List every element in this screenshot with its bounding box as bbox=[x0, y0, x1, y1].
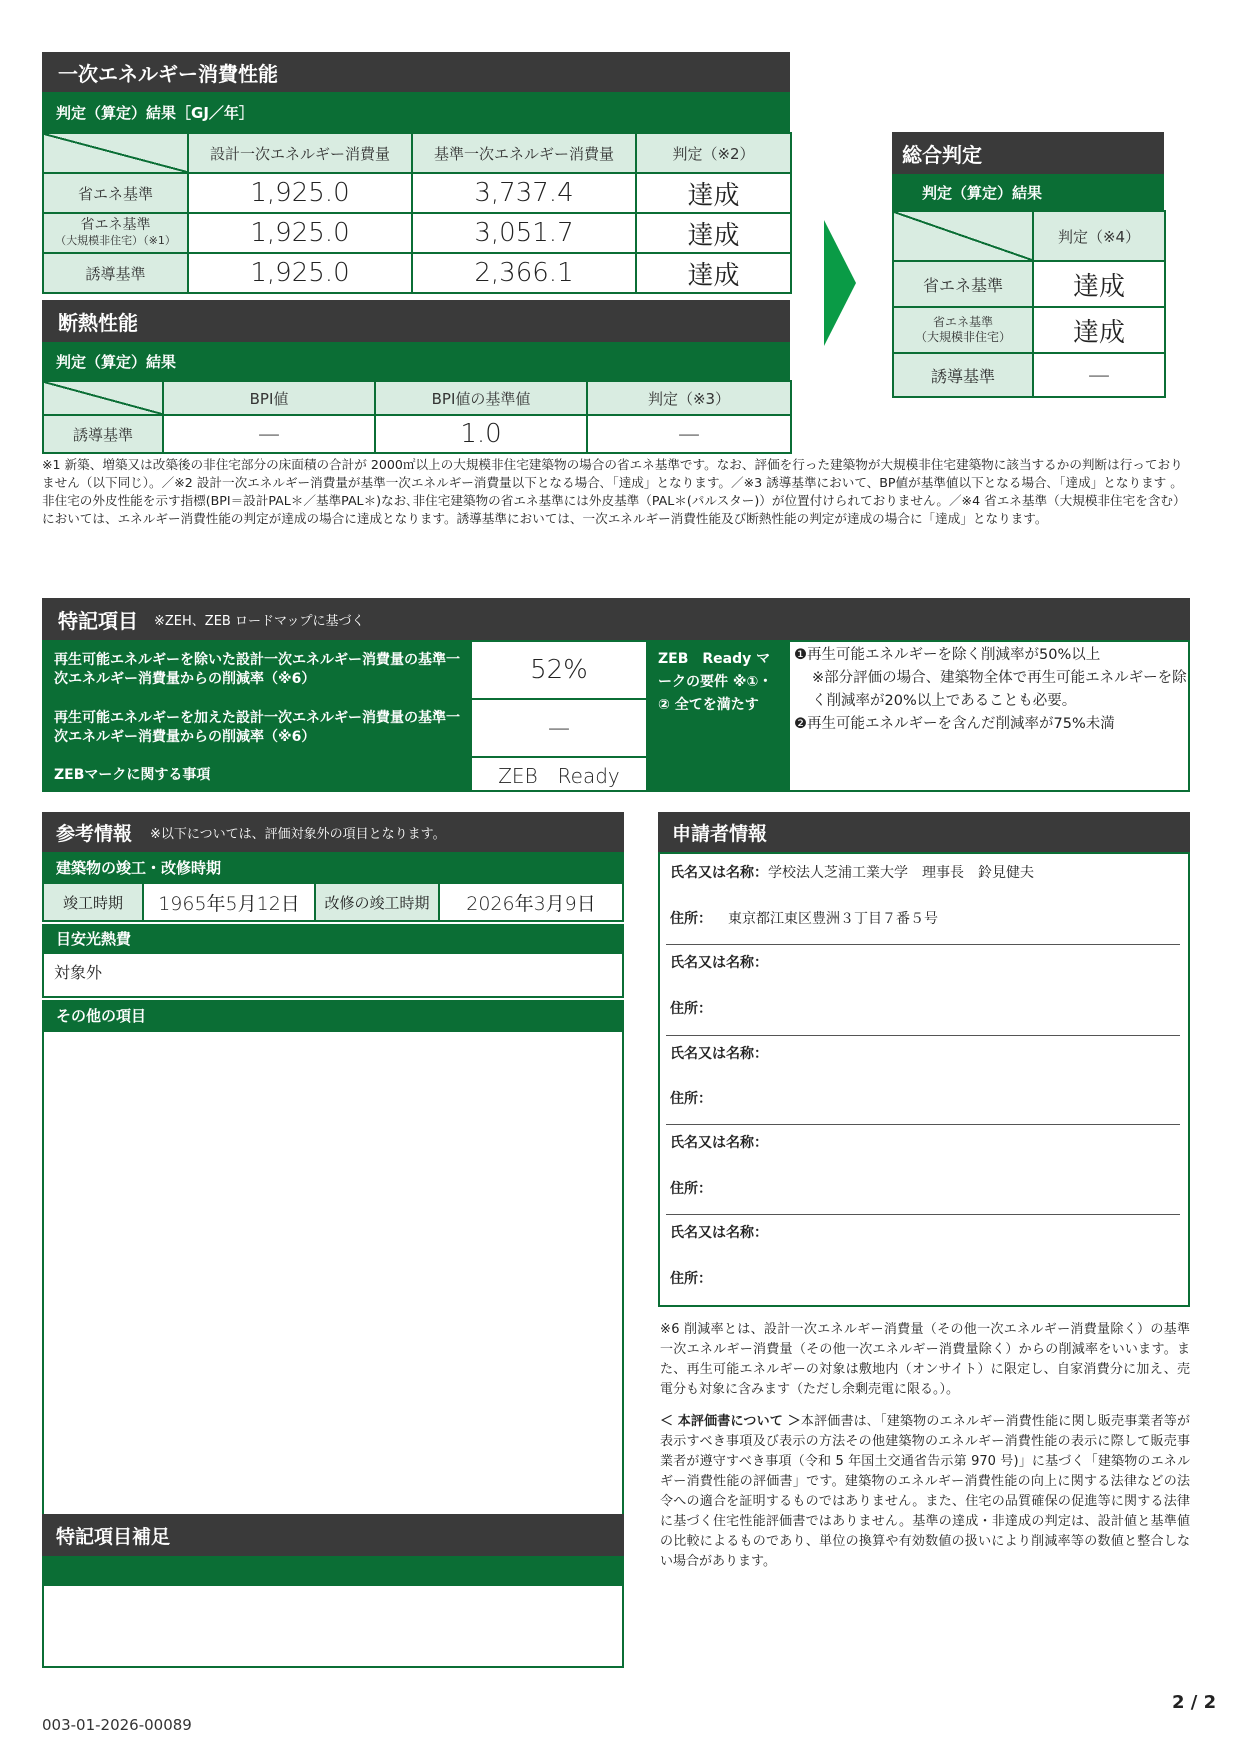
zeb-req1-note: ※部分評価の場合、建築物全体で再生可能エネルギーを除く削減率が20%以上であることも必要。 bbox=[812, 670, 1187, 709]
supplement-content bbox=[42, 1584, 624, 1668]
energy-row-label: 省エネ基準 bbox=[43, 173, 188, 213]
applicant-entry-name bbox=[670, 1222, 1180, 1242]
energy-design-value: 1,925.0 bbox=[188, 253, 412, 293]
applicant-entry-address bbox=[670, 1268, 1180, 1288]
energy-title: 一次エネルギー消費性能 bbox=[42, 52, 790, 92]
energy-table bbox=[42, 132, 792, 294]
about-title: ＜ 本評価書について ＞ bbox=[660, 1414, 801, 1429]
address-label: 住所： bbox=[670, 911, 712, 927]
energy-standard-value: 2,366.1 bbox=[412, 253, 636, 293]
applicant-entry-address bbox=[670, 908, 1180, 928]
overall-table bbox=[892, 210, 1166, 398]
special-row1-value: 52% bbox=[472, 642, 648, 698]
applicant-entry-name bbox=[670, 1043, 1180, 1063]
overall-result-value: 達成 bbox=[1033, 307, 1165, 353]
special-row3-value: ZEB Ready bbox=[472, 758, 648, 790]
reference-title: 参考情報 bbox=[56, 822, 133, 845]
name-label: 氏名又は名称： bbox=[670, 1046, 768, 1062]
energy-result-value: 達成 bbox=[636, 253, 791, 293]
energy-result-value: 達成 bbox=[636, 213, 791, 253]
note6: ※6 削減率とは、設計一次エネルギー消費量（その他一次エネルギー消費量除く）の基準一次エネルギー消費量（その他一次エネルギー消費量除く）からの削減率をいいます。また、再生可能エネルギーの対象は敷地内（オンサイト）に限定し、自家消費分に加え、売電分も対象に含みます（ただし余剰売電に限る。）。 bbox=[660, 1322, 1190, 1397]
energy-header-result: 判定（※2） bbox=[636, 133, 791, 173]
insulation-subtitle: 判定（算定）結果 bbox=[42, 342, 790, 380]
arrow-right-icon bbox=[820, 218, 860, 348]
zeb-req2-text: 再生可能エネルギーを含んだ削減率が75%未満 bbox=[807, 716, 1115, 732]
utility-value: 対象外 bbox=[42, 952, 624, 998]
zeb-requirements bbox=[794, 644, 1188, 736]
energy-row-label-main: 省エネ基準 bbox=[80, 217, 151, 233]
energy-corner-cell bbox=[43, 133, 188, 173]
insulation-result-value: — bbox=[587, 415, 791, 453]
name-label: 氏名又は名称： bbox=[670, 1225, 768, 1241]
applicant-entry-name bbox=[670, 862, 1180, 882]
energy-header-standard: 基準一次エネルギー消費量 bbox=[412, 133, 636, 173]
completion-label: 竣工時期 bbox=[44, 884, 144, 920]
completion-value: 1965年5月12日 bbox=[144, 884, 316, 920]
insulation-row-label: 誘導基準 bbox=[43, 415, 163, 453]
special-row1-label: 再生可能エネルギーを除いた設計一次エネルギー消費量の基準一次エネルギー消費量からの削減率（※6） bbox=[44, 642, 472, 698]
zeb-req2 bbox=[794, 713, 1188, 736]
applicant-title: 申請者情報 bbox=[658, 812, 1190, 852]
circled-1-icon: ❶ bbox=[794, 647, 807, 663]
energy-row bbox=[43, 213, 791, 253]
address-label: 住所： bbox=[670, 1091, 712, 1107]
overall-result-value: 達成 bbox=[1033, 261, 1165, 307]
overall-row-label bbox=[893, 307, 1033, 353]
overall-title: 総合判定 bbox=[892, 132, 1164, 174]
applicant-separator bbox=[666, 1124, 1180, 1125]
name-label: 氏名又は名称： bbox=[670, 955, 768, 971]
applicant-entry-name bbox=[670, 952, 1180, 972]
overall-row bbox=[893, 307, 1165, 353]
special-header bbox=[42, 598, 1190, 640]
energy-row bbox=[43, 253, 791, 293]
special-row3-label: ZEBマークに関する事項 bbox=[44, 758, 472, 790]
supplement-title: 特記項目補足 bbox=[42, 1514, 624, 1556]
insulation-row bbox=[43, 415, 791, 453]
renovation-label: 改修の竣工時期 bbox=[316, 884, 440, 920]
name-label: 氏名又は名称： bbox=[670, 865, 768, 881]
notes-top: ※1 新築、増築又は改築後の非住宅部分の床面積の合計が 2000㎡以上の大規模非住宅建築物の場合の省エネ基準です。なお、評価を行った建築物が大規模非住宅建築物に該当するかの判断は行っておりません（以下同じ）。／※2 設計一次エネルギー消費量が基準一次エネルギー消費量以下となる場合､「達成」となります。／※3 誘導基準において、BP値が基準値以下となる場合､「達成」となります 。非住宅の外皮性能を示す指標(BPI＝設計PAL＊／基準PAL＊)なお､非住宅建築物の省エネ基準には外皮基準（PAL＊(パルスター)）が位置付けられておりません。／※4 省エネ基準（大規模非住宅を含む）においては、エネルギー消費性能の判定が達成の場合に達成となります。誘導基準においては、一次エネルギー消費性能及び断熱性能の判定が達成の場合に「達成」となります。 bbox=[42, 457, 1186, 526]
insulation-table bbox=[42, 380, 792, 454]
page-number: 2 / 2 bbox=[1172, 1692, 1217, 1713]
energy-design-value: 1,925.0 bbox=[188, 213, 412, 253]
about-text: 本評価書は､「建築物のエネルギー消費性能に関し販売事業者等が表示すべき事項及び表示の方法その他建築物のエネルギー消費性能の表示に際して販売事業者が遵守すべき事項（令和 5 年国土交通省告示第 970 号)」に基づく「建築物のエネルギー消費性能の評価書」です。建築物のエネルギー消費性能の向上に関する法律などの法令への適合を証明するものではありません。また、住宅の品質確保の促進等に関する法律に基づく住宅性能評価書ではありません。基準の達成・非達成の判定は、設計値と基準値の比較によるものであり、単位の換算や有効数値の扱いにより削減率等の数値と整合しない場合があります。 bbox=[660, 1414, 1190, 1569]
zeb-req1-text: 再生可能エネルギーを除く削減率が50%以上 bbox=[807, 647, 1101, 663]
energy-header-design: 設計一次エネルギー消費量 bbox=[188, 133, 412, 173]
energy-row bbox=[43, 173, 791, 213]
insulation-bpi-value: — bbox=[163, 415, 375, 453]
completion-title: 建築物の竣工・改修時期 bbox=[42, 852, 624, 882]
address-label: 住所： bbox=[670, 1181, 712, 1197]
special-subnote: ※ZEH、ZEB ロードマップに基づく bbox=[154, 613, 365, 629]
energy-standard-value: 3,051.7 bbox=[412, 213, 636, 253]
special-row2-label: 再生可能エネルギーを加えた設計一次エネルギー消費量の基準一次エネルギー消費量からの削減率（※6） bbox=[44, 700, 472, 756]
energy-result-value: 達成 bbox=[636, 173, 791, 213]
energy-subtitle: 判定（算定）結果［GJ／年］ bbox=[42, 92, 790, 132]
reference-header bbox=[42, 812, 624, 852]
energy-row-label: 誘導基準 bbox=[43, 253, 188, 293]
energy-design-value: 1,925.0 bbox=[188, 173, 412, 213]
applicant-separator bbox=[666, 1214, 1180, 1215]
applicant-entry-name bbox=[670, 1132, 1180, 1152]
about-section bbox=[660, 1412, 1190, 1572]
overall-row-label: 省エネ基準 bbox=[893, 261, 1033, 307]
other-title: その他の項目 bbox=[42, 1000, 624, 1030]
address-label: 住所： bbox=[670, 1271, 712, 1287]
overall-result-value: — bbox=[1033, 353, 1165, 397]
energy-row-label-sub: （大規模非住宅）（※1） bbox=[55, 234, 176, 247]
applicant-entry-address bbox=[670, 1088, 1180, 1108]
address-label: 住所： bbox=[670, 1001, 712, 1017]
overall-row-label: 誘導基準 bbox=[893, 353, 1033, 397]
applicant-address-value: 東京都江東区豊洲３丁目７番５号 bbox=[728, 911, 938, 927]
insulation-header-bpi: BPI値 bbox=[163, 381, 375, 415]
circled-2-icon: ❷ bbox=[794, 716, 807, 732]
zeb-req1 bbox=[794, 644, 1188, 667]
applicant-separator bbox=[666, 944, 1180, 945]
overall-row-label-main: 省エネ基準 bbox=[932, 315, 993, 329]
overall-row bbox=[893, 353, 1165, 397]
overall-row-label-sub: （大規模非住宅） bbox=[914, 330, 1011, 344]
zeb-requirement-title: ZEB Ready マークの要件 ※①・② 全てを満たす bbox=[648, 642, 790, 790]
special-row2-value: — bbox=[472, 700, 648, 756]
renovation-value: 2026年3月9日 bbox=[466, 892, 596, 915]
supplement-bar bbox=[42, 1556, 624, 1584]
applicant-separator bbox=[666, 1035, 1180, 1036]
energy-row-label bbox=[43, 213, 188, 253]
insulation-header-standard: BPI値の基準値 bbox=[375, 381, 587, 415]
applicant-entry-address bbox=[670, 1178, 1180, 1198]
name-label: 氏名又は名称： bbox=[670, 1135, 768, 1151]
overall-subtitle: 判定（算定）結果 bbox=[892, 174, 1164, 210]
document-id: 003-01-2026-00089 bbox=[42, 1716, 192, 1734]
utility-title: 目安光熱費 bbox=[42, 924, 624, 952]
energy-standard-value: 3,737.4 bbox=[412, 173, 636, 213]
applicant-name-value: 学校法人芝浦工業大学 理事長 鈴見健夫 bbox=[768, 865, 1034, 881]
insulation-header-result: 判定（※3） bbox=[587, 381, 791, 415]
applicant-entry-address bbox=[670, 998, 1180, 1018]
overall-row bbox=[893, 261, 1165, 307]
other-content bbox=[42, 1030, 624, 1516]
insulation-corner-cell bbox=[43, 381, 163, 415]
insulation-standard-value: 1.0 bbox=[375, 415, 587, 453]
overall-header-result: 判定（※4） bbox=[1033, 211, 1165, 261]
overall-corner-cell bbox=[893, 211, 1033, 261]
reference-subnote: ※以下については、評価対象外の項目となります。 bbox=[150, 826, 446, 842]
insulation-title: 断熱性能 bbox=[42, 300, 790, 342]
special-title: 特記項目 bbox=[58, 608, 138, 633]
